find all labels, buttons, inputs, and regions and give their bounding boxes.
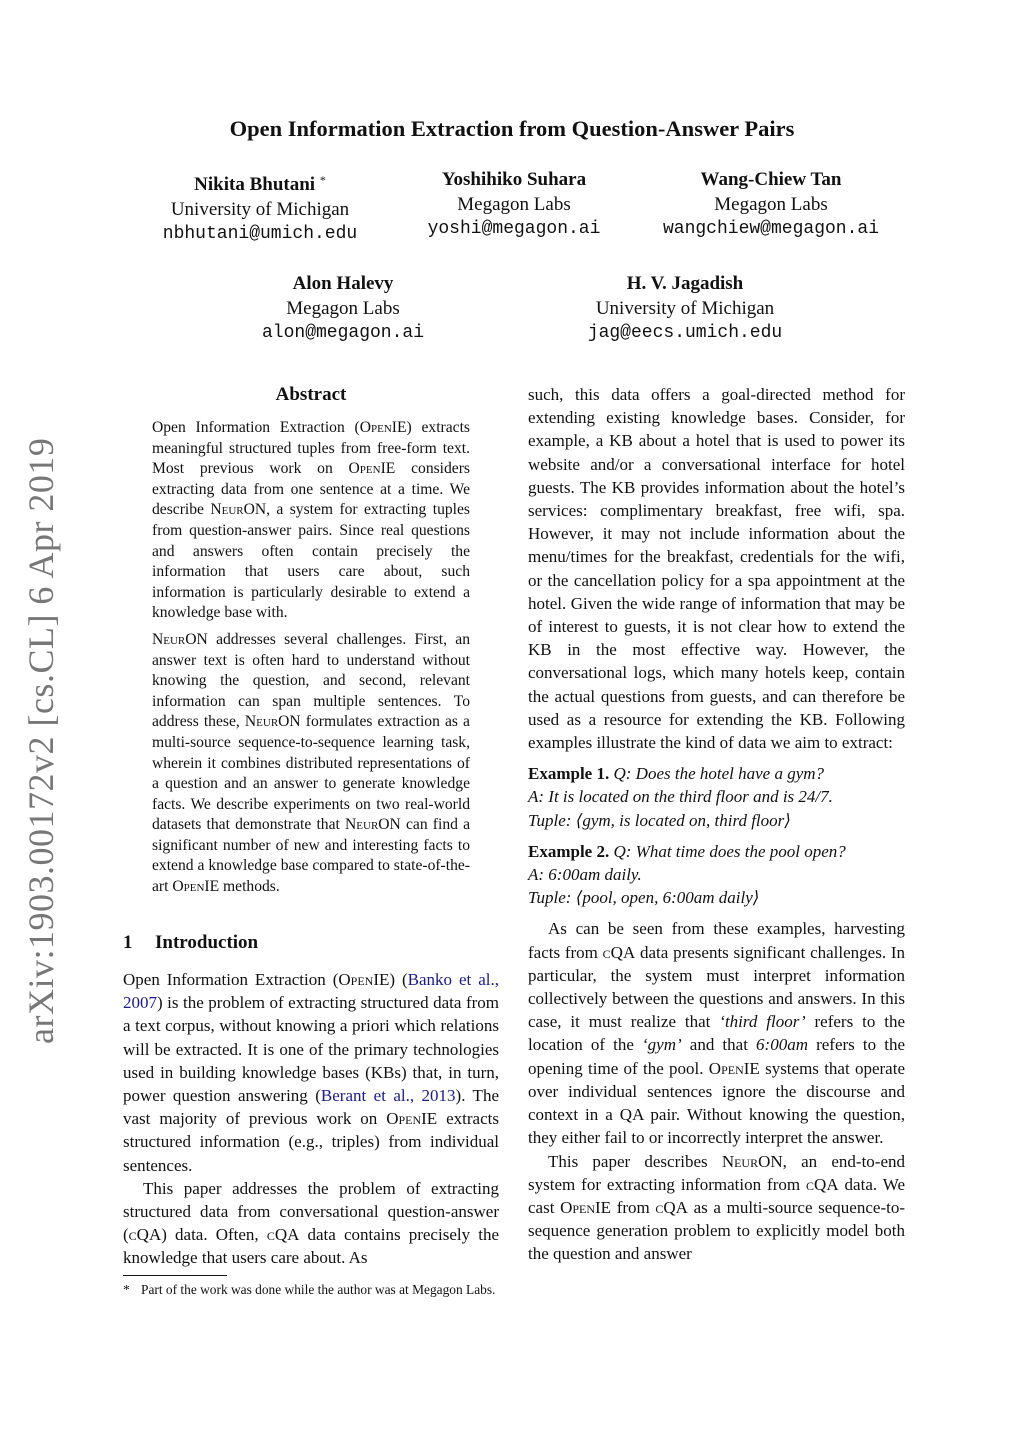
intro-paragraph-2: This paper addresses the problem of extracting structured data from conversational question-answer (cQA) data. Often, cQA data contains precisely the knowledge that users care about. As: [123, 1178, 499, 1268]
abstract-paragraph-2: NeurON addresses several challenges. First, an answer text is often hard to understand without knowing the question, and second, relevant information can span multiple sentences. To address these, NeurON formulates extraction as a multi-source sequence-to-sequence learning task, wherein it combines distributed representations of a question and an answer to generate knowledge facts. We describe experiments on two real-world datasets that demonstrate that NeurON can find a significant number of new and interesting facts to extend a knowledge base compared to state-of-the-art OpenIE methods.: [152, 630, 470, 896]
author-block-2: [364, 168, 664, 242]
author-email[interactable]: jag@eecs.umich.edu: [587, 323, 783, 343]
paper-title: Open Information Extraction from Question-Answer Pairs: [229, 116, 795, 141]
intro-left-column: [123, 968, 499, 1270]
author-affiliation: University of Michigan: [170, 198, 350, 220]
footnote: * Part of the work was done while the author was at Megagon Labs.: [123, 1282, 496, 1297]
author-email[interactable]: alon@megagon.ai: [261, 323, 425, 343]
author-email[interactable]: yoshi@megagon.ai: [427, 219, 601, 239]
example-1: Example 1. Q: Does the hotel have a gym? A: It is located on the third floor and is 24/7. Tuple: ⟨gym, is located on, third floor⟩: [528, 764, 833, 830]
intro-paragraph-1: Open Information Extraction (OpenIE) (Banko et al., 2007) is the problem of extracting structured data from a text corpus, without knowing a priori which relations will be extracted. It is one of the primary technologies used in building knowledge bases (KBs) that, in turn, power question answering (Berant et al., 2013). The vast majority of previous work on OpenIE extracts structured information (e.g., triples) from individual sentences.: [123, 970, 499, 1175]
author-affiliation: Megagon Labs: [714, 193, 828, 215]
author-email[interactable]: nbhutani@umich.edu: [162, 224, 358, 244]
example-2: Example 2. Q: What time does the pool open? A: 6:00am daily. Tuple: ⟨pool, open, 6:00am daily⟩: [528, 841, 846, 908]
right-paragraph-1: such, this data offers a goal-directed method for extending existing knowledge bases. Consider, for example, a KB about a hotel that is used to power its website and/or a conversational interface for hotel guests. The KB provides information about the hotel’s services: complimentary breakfast, free wifi, spa. However, it may not include information about the menu/times for the breakfast, credentials for the wifi, or the cancellation policy for a spa appointment at the hotel. Given the wide range of information that may be of interest to guests, it is not clear how to extend the KB in the most effective way. However, the conversational logs, which many hotels keep, contain the actual questions from guests, and can therefore be used as a resource for extending the KB. Following examples illustrate the kind of data we aim to extract:: [528, 385, 905, 753]
abstract-body: [152, 418, 470, 898]
author-name: H. V. Jagadish: [626, 273, 744, 294]
right-paragraph-3: This paper describes NeurON, an end-to-end system for extracting information from cQA data. We cast OpenIE from cQA as a multi-source sequence-to-sequence generation problem to explicitly model both the question and answer: [528, 1151, 905, 1264]
author-name: Alon Halevy: [292, 273, 394, 294]
author-affiliation: Megagon Labs: [286, 297, 400, 319]
citation-banko-2007[interactable]: Banko et al., 2007: [123, 970, 499, 1013]
author-affiliation: Megagon Labs: [457, 193, 571, 215]
section-heading-introduction: 1 Introduction: [123, 932, 259, 953]
author-block-4: [193, 272, 493, 346]
arxiv-identifier: arXiv:1903.00172v2 [cs.CL] 6 Apr 2019: [21, 437, 61, 1044]
author-name: Wang-Chiew Tan: [700, 169, 842, 190]
right-column: [528, 383, 905, 1266]
author-block-5: [535, 272, 835, 346]
author-name: Nikita Bhutani: [194, 174, 316, 195]
abstract-paragraph-1: Open Information Extraction (OpenIE) extracts meaningful structured tuples from free-form text. Most previous work on OpenIE considers extracting data from one sentence at a time. We describe NeurON, a system for extracting tuples from question-answer pairs. Since real questions and answers often contain precisely the information that users care about, such information is particularly desirable to extend a knowledge base with.: [152, 419, 470, 622]
abstract-heading: Abstract: [275, 384, 347, 405]
right-paragraph-2: As can be seen from these examples, harvesting facts from cQA data presents significant challenges. In particular, the system must interpret information collectively between the questions and answers. In this case, it must realize that ‘third floor’ refers to the location of the ‘gym’ and that 6:00am refers to the opening time of the pool. OpenIE systems that operate over individual sentences ignore the discourse and context in a QA pair. Without knowing the question, they either fail to or incorrectly interpret the answer.: [528, 919, 905, 1148]
footnote-rule: [123, 1275, 227, 1276]
author-name: Yoshihiko Suhara: [441, 169, 587, 190]
citation-berant-2013[interactable]: Berant et al., 2013: [320, 1086, 456, 1106]
author-footnote-mark: *: [319, 173, 326, 187]
author-email[interactable]: wangchiew@megagon.ai: [662, 219, 880, 239]
author-block-3: [621, 168, 921, 242]
author-affiliation: University of Michigan: [595, 297, 775, 319]
